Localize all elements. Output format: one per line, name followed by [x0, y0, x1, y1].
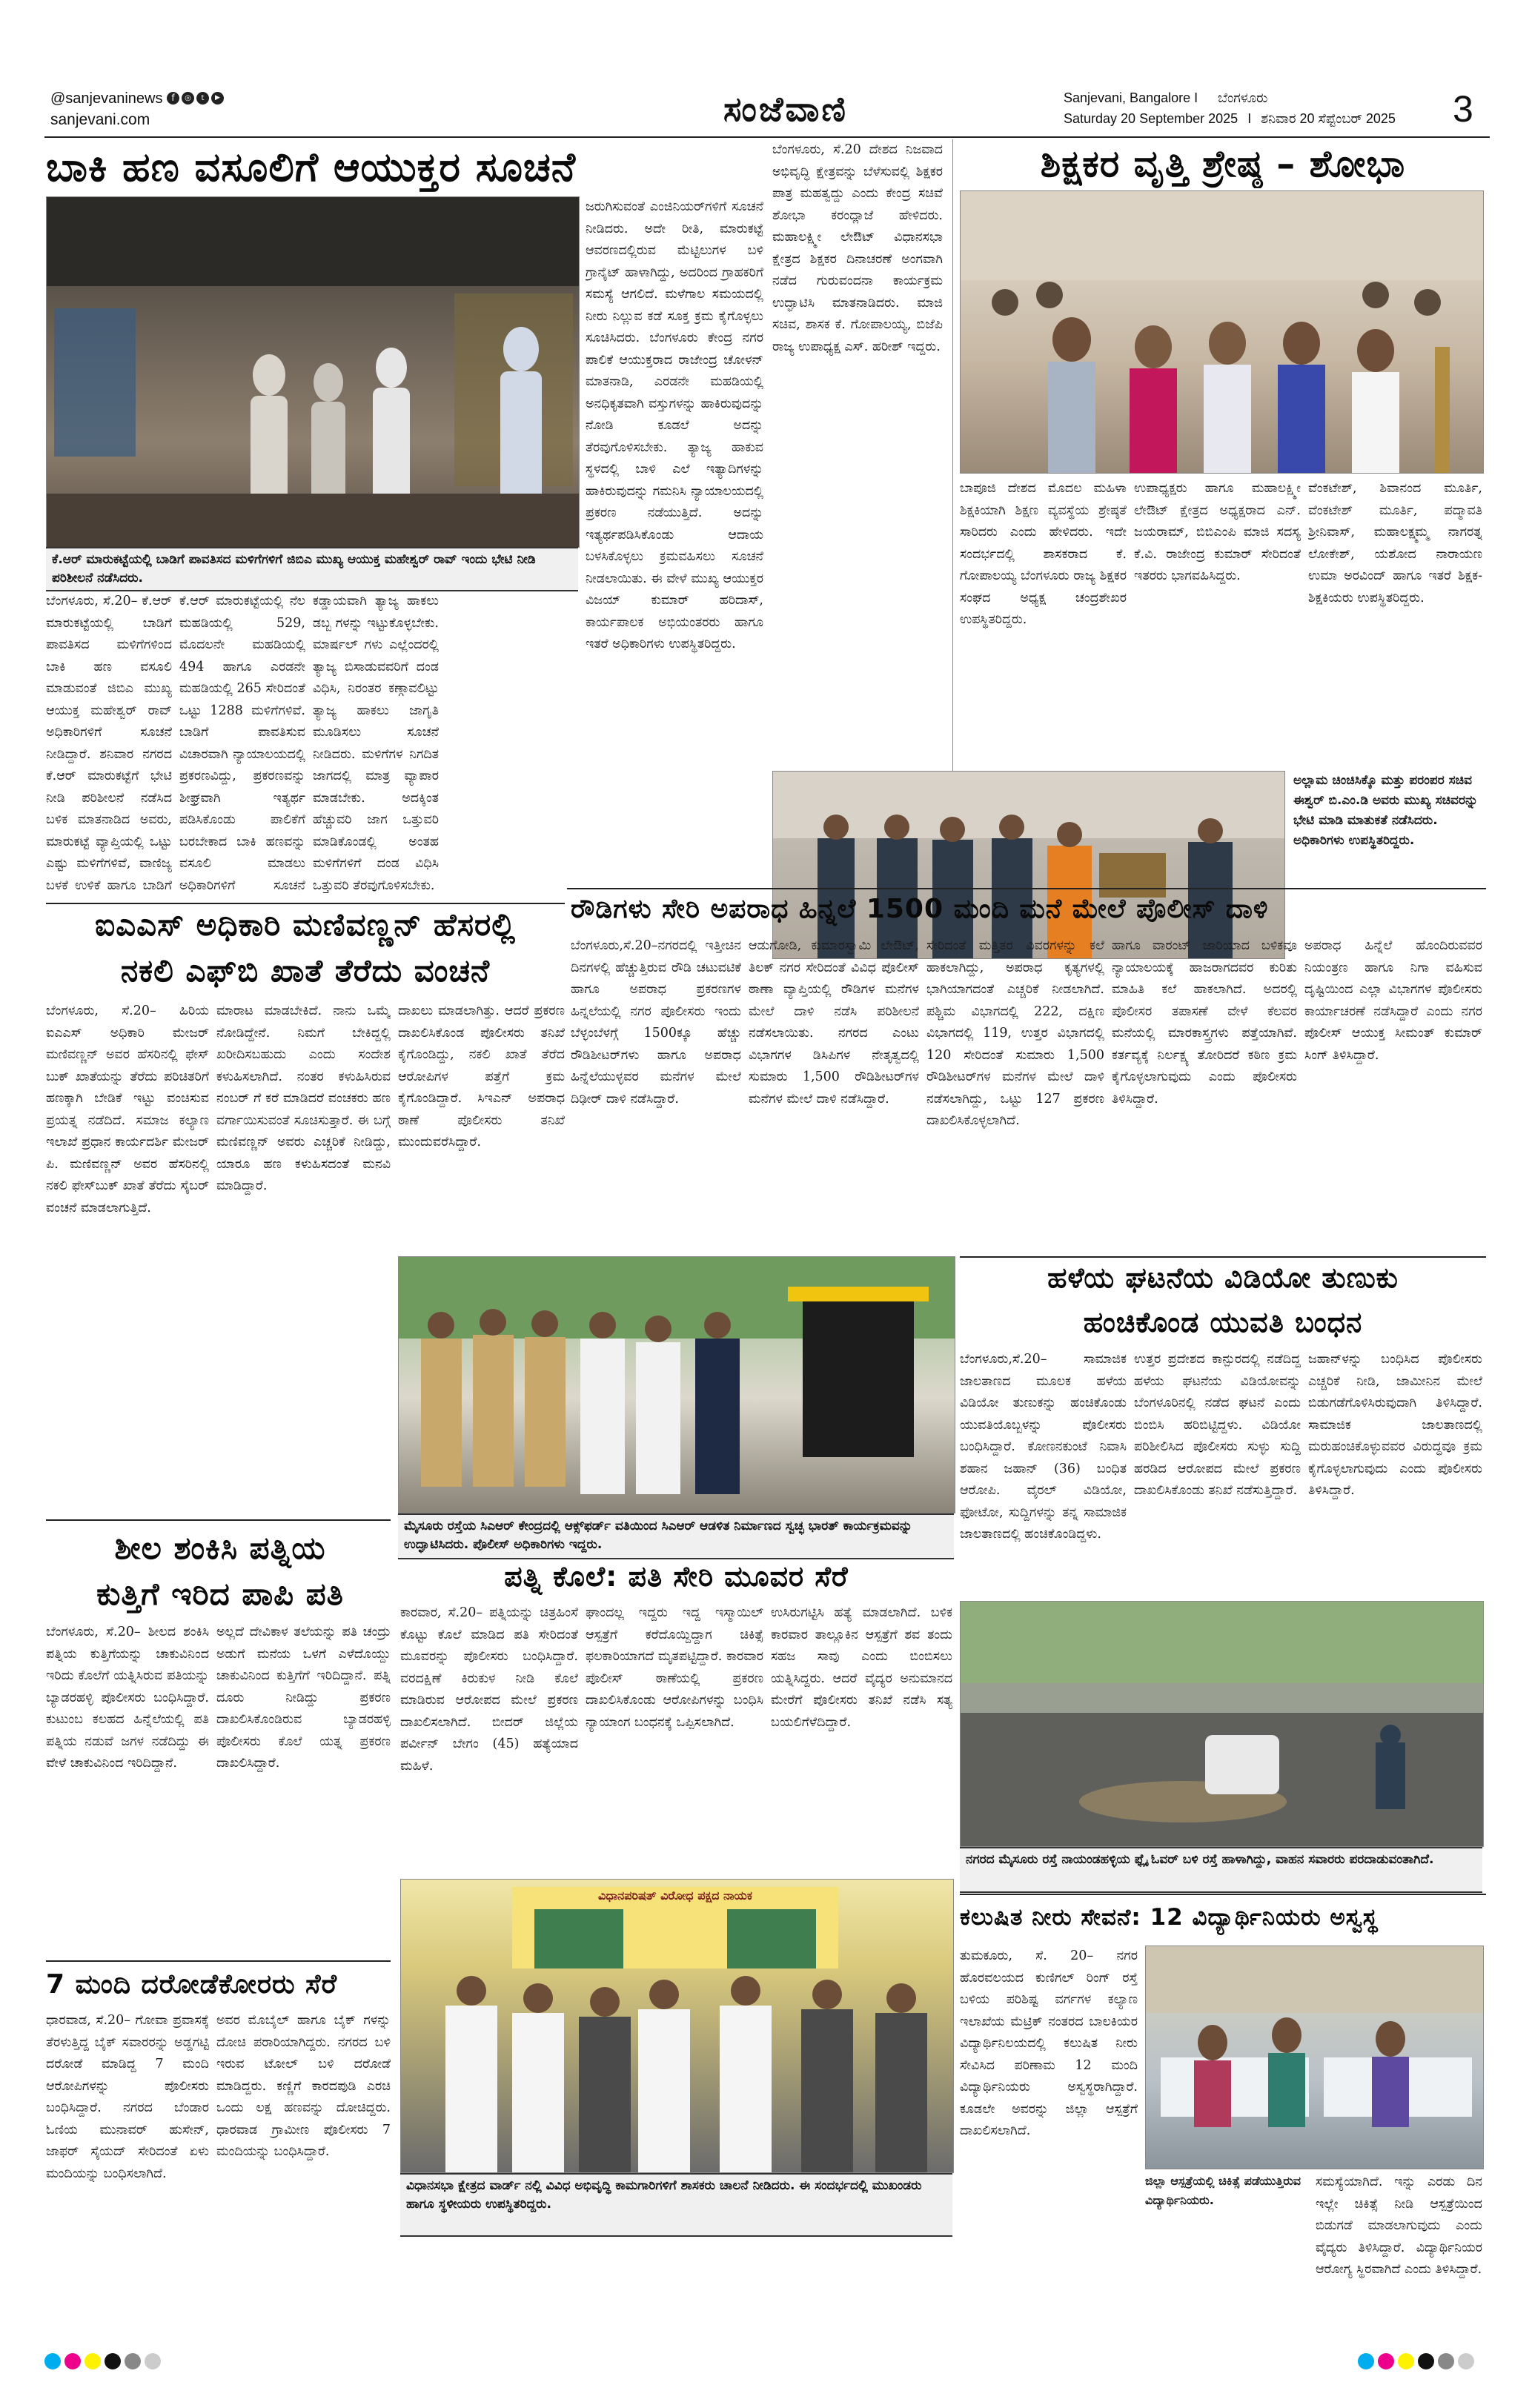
footer-colorbar-right	[1358, 2353, 1474, 2369]
divider-v1	[952, 139, 953, 880]
story5-headline-line2: ನಕಲಿ ಎಫ್‌ಬಿ ಖಾತೆ ತೆರೆದು ವಂಚನೆ	[120, 952, 491, 989]
story1-headline: ಬಾಕಿ ಹಣ ವಸೂಲಿಗೆ ಆಯುಕ್ತರ ಸೂಚನೆ	[46, 144, 576, 190]
masthead-rule	[44, 136, 1490, 138]
story4-col5: ಅಪರಾಧ ಹಿನ್ನೆಲೆ ಹೊಂದಿರುವವರ ನಿಯಂತ್ರಣ ಹಾಗೂ ನಿಗಾ ವಹಿಸುವ ದೃಷ್ಟಿಯಿಂದ ಎಲ್ಲಾ ವಿಭಾಗಗಳ ಪೊಲೀಸರು ಕಾರ್ಯಾಚರಣೆ ನಡೆಸಿದ್ದಾರೆ ಎಂದು ನಗರ ಪೊಲೀಸ್ ಆಯುಕ್ತ ಸೀಮಂತ್ ಕುಮಾರ್ ಸಿಂಗ್ ತಿಳಿಸಿದ್ದಾರೆ.	[1304, 938, 1482, 1063]
grey-swatch	[125, 2353, 141, 2369]
story7-headline: ಪತ್ನಿ ಕೊಲೆ: ಪತಿ ಸೇರಿ ಮೂವರ ಸೆರೆ	[504, 1560, 849, 1593]
story8-col2: ಉತ್ತರ ಪ್ರದೇಶದ ಕಾನ್ಪುರದಲ್ಲಿ ನಡೆದಿದ್ದ ಹಳೆಯ ಘಟನೆಯ ವಿಡಿಯೋವನ್ನು ಬೆಂಗಳೂರಿನಲ್ಲಿ ನಡೆದ ಘಟನೆ ಎಂದು ಬಿಂಬಿಸಿ ಹರಿಬಿಟ್ಟಿದ್ದಳು. ವಿಡಿಯೋ ಪರಿಶೀಲಿಸಿದ ಪೊಲೀಸರು ಸುಳ್ಳು ಸುದ್ದಿ ಹರಡಿದ ಆರೋಪದ ಮೇಲೆ ಪ್ರಕರಣ ದಾಖಲಿಸಿಕೊಂಡು ತನಿಖೆ ನಡೆಸುತ್ತಿದ್ದಾರೆ.	[1134, 1352, 1301, 1498]
yellow-swatch	[84, 2353, 101, 2369]
story1-col1: ಬೆಂಗಳೂರು, ಸೆ.20– ಕೆ.ಆರ್ ಮಾರುಕಟ್ಟೆಯಲ್ಲಿ ಬಾಡಿಗೆ ಪಾವತಿಸದ ಮಳಿಗೆಗಳಿಂದ ಬಾಕಿ ಹಣ ವಸೂಲಿ ಮಾಡುವಂತೆ ಜಿಬಿಎ ಮುಖ್ಯ ಆಯುಕ್ತ ಮಹೇಶ್ವರ್ ರಾವ್ ಅಧಿಕಾರಿಗಳಿಗೆ ಸೂಚನೆ ನೀಡಿದ್ದಾರೆ. ಶನಿವಾರ ನಗರದ ಕೆ.ಆರ್ ಮಾರುಕಟ್ಟೆಗೆ ಭೇಟಿ ನೀಡಿ ಪರಿಶೀಲನೆ ನಡೆಸಿದ ಬಳಿಕ ಮಾತನಾಡಿದ ಅವರು, ಮಾರುಕಟ್ಟೆ ವ್ಯಾಪ್ತಿಯಲ್ಲಿ ಒಟ್ಟು ಎಷ್ಟು ಮಳಿಗೆಗಳಿವೆ, ವಾಣಿಜ್ಯ ಬಳಕೆ ಉಳಿಕೆ ಹಾಗೂ ಬಾಡಿಗೆ	[46, 594, 172, 893]
meeting-photo	[772, 771, 1285, 959]
story4-col2: ಆಡುಗೋಡಿ, ಕುಮಾರಸ್ವಾಮಿ ಲೇಔಟ್, ತಿಲಕ್ ನಗರ ಸೇರಿದಂತೆ ವಿವಿಧ ಪೊಲೀಸ್ ಠಾಣಾ ವ್ಯಾಪ್ತಿಯಲ್ಲಿ ರೌಡಿಗಳ ಮನೆಗಳ ಮೇಲೆ ದಾಳಿ ನಡೆಸಿ ಪರಿಶೀಲನೆ ನಡೆಸಲಾಯಿತು. ನಗರದ ಎಂಟು ವಿಭಾಗಗಳ ಡಿಸಿಪಿಗಳ ನೇತೃತ್ವದಲ್ಲಿ ಸುಮಾರು 1,500 ರೌಡಿಶೀಟರ್‌ಗಳ ಮನೆಗಳ ಮೇಲೆ ದಾಳಿ ನಡೆಸಿದ್ದಾರೆ.	[749, 938, 919, 1107]
story11-headline: 7 ಮಂದಿ ದರೋಡೆಕೋರರು ಸೆರೆ	[46, 1969, 338, 2000]
lightgrey-swatch	[1458, 2353, 1474, 2369]
story4-col4: ಹಾಗೂ ವಾರಂಟ್ ಜಾರಿಯಾದ ಬಳಿಕವೂ ನ್ಯಾಯಾಲಯಕ್ಕೆ ಹಾಜರಾಗದವರ ಕುರಿತು ಮಾಹಿತಿ ಕಲೆ ಹಾಕಲಾಗಿದೆ. ಅದರಲ್ಲಿ ಪೊಲೀಸರ ತಪಾಸಣೆ ವೇಳೆ ಕೆಲವರ ಮನೆಯಲ್ಲಿ ಮಾರಕಾಸ್ತ್ರಗಳು ಪತ್ತೆಯಾಗಿವೆ. ಕರ್ತವ್ಯಕ್ಕೆ ನಿರ್ಲಕ್ಷ್ಯ ತೋರಿದರೆ ಕಠಿಣ ಕ್ರಮ ಕೈಗೊಳ್ಳಲಾಗುವುದು ಎಂದು ಪೊಲೀಸರು ತಿಳಿಸಿದ್ದಾರೆ.	[1112, 938, 1297, 1107]
story9-col2: ಸಮಸ್ಯೆಯಾಗಿದೆ. ಇನ್ನು ಎರಡು ದಿನ ಇಲ್ಲೇ ಚಿಕಿತ್ಸೆ ನೀಡಿ ಆಸ್ಪತ್ರೆಯಿಂದ ಬಿಡುಗಡೆ ಮಾಡಲಾಗುವುದು ಎಂದು ವೈದ್ಯರು ತಿಳಿಸಿದ್ದಾರೆ. ವಿದ್ಯಾರ್ಥಿನಿಯರ ಆರೋಗ್ಯ ಸ್ಥಿರವಾಗಿದೆ ಎಂದು ತಿಳಿಸಿದ್ದಾರೆ.	[1316, 2175, 1482, 2277]
development-photo	[400, 1879, 954, 2173]
hospital-photo-caption: ಜಿಲ್ಲಾ ಆಸ್ಪತ್ರೆಯಲ್ಲಿ ಚಿಕಿತ್ಸೆ ಪಡೆಯುತ್ತಿರುವ ವಿದ್ಯಾರ್ಥಿನಿಯರು.	[1145, 2174, 1301, 2207]
edition-kn: ಬೆಂಗಳೂರು	[1218, 90, 1268, 105]
grey-swatch	[1438, 2353, 1454, 2369]
story3-col1: ಬಾಪೂಜಿ ದೇಶದ ಮೊದಲ ಮಹಿಳಾ ಶಿಕ್ಷಕಿಯಾಗಿ ಶಿಕ್ಷಣ ವ್ಯವಸ್ಥೆಯ ಶ್ರೇಷ್ಠತೆ ಸಾರಿದರು ಎಂದು ಹೇಳಿದರು. ಇದೇ ಸಂದರ್ಭದಲ್ಲಿ ಶಾಸಕರಾದ ಕೆ. ಗೋಪಾಲಯ್ಯ ಬೆಂಗಳೂರು ರಾಜ್ಯ ಶಿಕ್ಷಕರ ಸಂಘದ ಅಧ್ಯಕ್ಷ ಚಂದ್ರಶೇಖರ ಉಪಸ್ಥಿತರಿದ್ದರು.	[960, 481, 1127, 627]
page-number: 3	[1453, 88, 1473, 130]
story3-photo	[960, 190, 1484, 474]
teachers-event-graphic	[961, 191, 1483, 473]
black-swatch	[105, 2353, 121, 2369]
story1-photo	[46, 196, 580, 548]
youtube-icon[interactable]: ▶	[211, 92, 224, 105]
divider-h4	[46, 1519, 391, 1521]
story2-col: ಬೆಂಗಳೂರು, ಸೆ.20 ದೇಶದ ನಿಜವಾದ ಅಭಿವೃದ್ಧಿ ಕ್ಷೇತ್ರವನ್ನು ಬೆಳೆಸುವಲ್ಲಿ ಶಿಕ್ಷಕರ ಪಾತ್ರ ಮಹತ್ವದ್ದು ಎಂದು ಕೇಂದ್ರ ಸಚಿವೆ ಶೋಭಾ ಕರಂದ್ಲಾಜೆ ಹೇಳಿದರು. ಮಹಾಲಕ್ಷ್ಮೀ ಲೇಔಟ್ ವಿಧಾನಸಭಾ ಕ್ಷೇತ್ರದ ಶಿಕ್ಷಕರ ದಿನಾಚರಣೆ ಅಂಗವಾಗಿ ನಡೆದ ಗುರುವಂದನಾ ಕಾರ್ಯಕ್ರಮ ಉದ್ಘಾಟಿಸಿ ಮಾತನಾಡಿದರು. ಮಾಜಿ ಸಚಿವ, ಶಾಸಕ ಕೆ. ಗೋಪಾಲಯ್ಯ, ಬಿಜೆಪಿ ರಾಜ್ಯ ಉಪಾಧ್ಯಕ್ಷ ಎಸ್. ಹರೀಶ್ ಇದ್ದರು.	[772, 142, 943, 354]
story8-col1: ಬೆಂಗಳೂರು,ಸೆ.20– ಸಾಮಾಜಿಕ ಜಾಲತಾಣದ ಮೂಲಕ ಹಳೆಯ ವಿಡಿಯೋ ತುಣುಕನ್ನು ಹಂಚಿಕೊಂಡು ಯುವತಿಯೊಬ್ಬಳನ್ನು ಪೊಲೀಸರು ಬಂಧಿಸಿದ್ದಾರೆ. ಕೋಣನಕುಂಟೆ ನಿವಾಸಿ ಶಹಾನ ಜಹಾನ್ (36) ಬಂಧಿತ ಆರೋಪಿ. ವೈರಲ್ ವಿಡಿಯೋ, ಫೋಟೋ, ಸುದ್ದಿಗಳನ್ನು ತನ್ನ ಸಾಮಾಜಿಕ ಜಾಲತಾಣದಲ್ಲಿ ಹಂಚಿಕೊಂಡಿದ್ದಳು.	[960, 1352, 1127, 1542]
story11-col1: ಧಾರವಾಡ, ಸೆ.20– ಗೋವಾ ಪ್ರವಾಸಕ್ಕೆ ತೆರಳುತ್ತಿದ್ದ ಬೈಕ್ ಸವಾರರನ್ನು ಅಡ್ಡಗಟ್ಟಿ ದರೋಡೆ ಮಾಡಿದ್ದ 7 ಮಂದಿ ಆರೋಪಿಗಳನ್ನು ಪೊಲೀಸರು ಬಂಧಿಸಿದ್ದಾರೆ. ನಗರದ ಬೆಂಡಾರ ಓಣಿಯ ಮುನಾವರ್ ಹುಸೇನ್, ಜಾಫರ್ ಸೈಯದ್ ಸೇರಿದಂತೆ ಏಳು ಮಂದಿಯನ್ನು ಬಂಧಿಸಲಾಗಿದೆ.	[46, 2013, 209, 2181]
magenta-swatch	[64, 2353, 81, 2369]
facebook-icon[interactable]: f	[167, 92, 179, 105]
story4-col3: ಸೇರಿದಂತೆ ಮತ್ತಿತರ ವಿವರಗಳನ್ನು ಕಲೆ ಹಾಕಲಾಗಿದ್ದು, ಅಪರಾಧ ಕೃತ್ಯಗಳಲ್ಲಿ ಭಾಗಿಯಾಗದಂತೆ ಎಚ್ಚರಿಕೆ ನೀಡಲಾಗಿದೆ. ಪಶ್ಚಿಮ ವಿಭಾಗದಲ್ಲಿ 222, ದಕ್ಷಿಣ ವಿಭಾಗದಲ್ಲಿ 119, ಉತ್ತರ ವಿಭಾಗದಲ್ಲಿ 120 ಸೇರಿದಂತೆ ಸುಮಾರು 1,500 ರೌಡಿಶೀಟರ್‌ಗಳ ಮನೆಗಳ ಮೇಲೆ ದಾಳಿ ನಡೆಸಲಾಗಿದ್ದು, ಒಟ್ಟು 127 ಪ್ರಕರಣ ದಾಖಲಿಸಿಕೊಳ್ಳಲಾಗಿದೆ.	[926, 938, 1104, 1128]
instagram-icon[interactable]: ◎	[182, 92, 194, 105]
story5-col2: ಮಾರಾಟ ಮಾಡಬೇಕಿದೆ. ನಾನು ಒಮ್ಮೆ ನೋಡಿದ್ದೇನೆ. ನಿಮಗೆ ಬೇಕಿದ್ದಲ್ಲಿ ಖರೀದಿಸಬಹುದು ಎಂದು ಸಂದೇಶ ಕಳುಹಿಸಲಾಗಿದೆ. ನಂತರ ಕಳುಹಿಸಿರುವ ನಂಬರ್ ಗೆ ಕರೆ ಮಾಡಿದರೆ ವಂಚಕರು ಹಣ ವರ್ಗಾಯಿಸುವಂತೆ ಸೂಚಿಸುತ್ತಾರೆ. ಈ ಬಗ್ಗೆ ಮಣಿವಣ್ಣನ್ ಅವರು ಎಚ್ಚರಿಕೆ ನೀಡಿದ್ದು, ಯಾರೂ ಹಣ ಕಳುಹಿಸದಂತೆ ಮನವಿ ಮಾಡಿದ್ದಾರೆ.	[216, 1004, 391, 1193]
story6-headline-line1: ಶೀಲ ಶಂಕಿಸಿ ಪತ್ನಿಯ	[114, 1530, 326, 1566]
lightgrey-swatch	[145, 2353, 161, 2369]
development-graphic	[401, 1880, 953, 2172]
divider-h5	[960, 1894, 1486, 1895]
police-event-photo	[398, 1256, 955, 1513]
date-separator: I	[1247, 111, 1252, 126]
police-event-graphic	[399, 1257, 955, 1513]
story9-col1: ತುಮಕೂರು, ಸೆ. 20– ನಗರ ಹೊರವಲಯದ ಕುಣಿಗಲ್ ರಿಂಗ್ ರಸ್ತೆ ಬಳಿಯ ಪರಿಶಿಷ್ಟ ವರ್ಗಗಳ ಕಲ್ಯಾಣ ಇಲಾಖೆಯ ಮೆಟ್ರಿಕ್ ನಂತರದ ಬಾಲಕಿಯರ ವಿದ್ಯಾರ್ಥಿನಿಲಯದಲ್ಲಿ ಕಲುಷಿತ ನೀರು ಸೇವಿಸಿದ ಪರಿಣಾಮ 12 ಮಂದಿ ವಿದ್ಯಾರ್ಥಿನಿಯರು ಅಸ್ವಸ್ಥರಾಗಿದ್ದಾರೆ. ಕೂಡಲೇ ಅವರನ್ನು ಜಿಲ್ಲಾ ಆಸ್ಪತ್ರೆಗೆ ದಾಖಲಿಸಲಾಗಿದೆ.	[960, 1948, 1138, 2138]
story3-col2: ಉಪಾಧ್ಯಕ್ಷರು ಹಾಗೂ ಮಹಾಲಕ್ಷ್ಮೀ ಲೇಔಟ್ ಕ್ಷೇತ್ರದ ಅಧ್ಯಕ್ಷರಾದ ಎನ್. ಜಯರಾಮ್, ಬಿಬಿಎಂಪಿ ಮಾಜಿ ಸದಸ್ಯ ಕೆ.ವಿ. ರಾಜೇಂದ್ರ ಕುಮಾರ್ ಸೇರಿದಂತೆ ಇತರರು ಭಾಗವಹಿಸಿದ್ದರು.	[1134, 481, 1301, 583]
story6-col1: ಬೆಂಗಳೂರು, ಸೆ.20– ಶೀಲದ ಶಂಕಿಸಿ ಪತ್ನಿಯ ಕುತ್ತಿಗೆಯನ್ನು ಚಾಕುವಿನಿಂದ ಇರಿದು ಕೊಲೆಗೆ ಯತ್ನಿಸಿರುವ ಪತಿಯನ್ನು ಬ್ಯಾಡರಹಳ್ಳಿ ಪೊಲೀಸರು ಬಂಧಿಸಿದ್ದಾರೆ. ಕುಟುಂಬ ಕಲಹದ ಹಿನ್ನೆಲೆಯಲ್ಲಿ ಪತಿ ಪತ್ನಿಯ ನಡುವೆ ಜಗಳ ನಡೆದಿದ್ದು ಈ ವೇಳೆ ಚಾಕುವಿನಿಂದ ಇರಿದಿದ್ದಾನೆ.	[46, 1625, 209, 1771]
story6-headline-line2: ಕುತ್ತಿಗೆ ಇರಿದ ಪಾಪಿ ಪತಿ	[96, 1576, 344, 1612]
road-photo	[960, 1601, 1484, 1847]
social-handle[interactable]: @sanjevaninews	[50, 90, 163, 107]
story6-col2: ಅಲ್ಲದೆ ದೇವಿಕಾಳ ತಲೆಯನ್ನು ಪತಿ ಚಂದ್ರು ಅಡುಗೆ ಮನೆಯ ಒಳಗೆ ಎಳೆದೊಯ್ದು ಚಾಕುವಿನಿಂದ ಕುತ್ತಿಗೆಗೆ ಇರಿದಿದ್ದಾನೆ. ಪತ್ನಿ ದೂರು ನೀಡಿದ್ದು ಪ್ರಕರಣ ದಾಖಲಿಸಿಕೊಂಡಿರುವ ಬ್ಯಾಡರಹಳ್ಳಿ ಪೊಲೀಸರು ಕೊಲೆ ಯತ್ನ ಪ್ರಕರಣ ದಾಖಲಿಸಿದ್ದಾರೆ.	[216, 1625, 391, 1771]
meeting-photo-caption: ಅಲ್ಲಾಮ ಚಿಂಚಿಸಿಕ್ಕೊ ಮತ್ತು ಪರಂಪರ ಸಚಿವ ಈಶ್ವರ್ ಬಿ.ಎಂ.ಡಿ ಅವರು ಮುಖ್ಯ ಸಚಿವರನ್ನು ಭೇಟಿ ಮಾಡಿ ಮಾತುಕತೆ ನಡೆಸಿದರು. ಅಧಿಕಾರಿಗಳು ಉಪಸ್ಥಿತರಿದ್ದರು.	[1293, 773, 1479, 848]
black-swatch	[1418, 2353, 1434, 2369]
cyan-swatch	[1358, 2353, 1374, 2369]
story8-headline-line2: ಹಂಚಿಕೊಂಡ ಯುವತಿ ಬಂಧನ	[1083, 1306, 1363, 1339]
hospital-photo	[1145, 1946, 1484, 2169]
story3-col3: ವೆಂಕಟೇಶ್, ಶಿವಾನಂದ ಮೂರ್ತಿ, ವೆಂಕಟೇಶ್ ಮೂರ್ತಿ, ಪದ್ಮಾವತಿ ಶ್ರೀನಿವಾಸ್, ಮಹಾಲಕ್ಷ್ಮಮ್ಮ ನಾಗರತ್ನ ಲೋಕೇಶ್, ಯಶೋದ ನಾರಾಯಣ ಉಮಾ ಅರವಿಂದ್ ಹಾಗೂ ಇತರೆ ಶಿಕ್ಷಕ-ಶಿಕ್ಷಕಿಯರು ಉಪಸ್ಥಿತರಿದ್ದರು.	[1308, 481, 1482, 606]
yellow-swatch	[1398, 2353, 1414, 2369]
edition-label	[1064, 90, 1267, 106]
story1-col4: ಜರುಗಿಸುವಂತೆ ಎಂಜಿನಿಯರ್‌ಗಳಿಗೆ ಸೂಚನೆ ನೀಡಿದರು. ಅದೇ ರೀತಿ, ಮಾರುಕಟ್ಟೆ ಆವರಣದಲ್ಲಿರುವ ಮೆಟ್ಟಿಲುಗಳ ಬಳಿ ಗ್ರಾನೈಟ್ ಹಾಳಾಗಿದ್ದು, ಅದರಿಂದ ಗ್ರಾಹಕರಿಗೆ ಸಮಸ್ಯೆ ಆಗಲಿದೆ. ಮಳೆಗಾಲ ಸಮಯದಲ್ಲಿ ನೀರು ನಿಲ್ಲುವ ಕಡೆ ಸೂಕ್ತ ಕ್ರಮ ಕೈಗೊಳ್ಳಲು ಸೂಚಿಸಿದರು. ಬೆಂಗಳೂರು ಕೇಂದ್ರ ನಗರ ಪಾಲಿಕೆ ಆಯುಕ್ತರಾದ ರಾಜೇಂದ್ರ ಚೋಳನ್ ಮಾತನಾಡಿ, ಎರಡನೇ ಮಹಡಿಯಲ್ಲಿ ಅನಧಿಕೃತವಾಗಿ ವಸ್ತುಗಳನ್ನು ಹಾಕಿರುವುದನ್ನು ನೋಡಿ ಕೂಡಲೆ ಅದನ್ನು ತೆರವುಗೊಳಿಸಬೇಕು. ತ್ಯಾಜ್ಯ ಹಾಕುವ ಸ್ಥಳದಲ್ಲಿ ಬಾಳಿ ಎಲೆ ಇತ್ಯಾದಿಗಳನ್ನು ಹಾಕಿರುವುದನ್ನು ಗಮನಿಸಿ ನ್ಯಾಯಾಲಯದಲ್ಲಿ ಪ್ರಕರಣ ನಡೆಯುತ್ತಿದೆ. ಅದನ್ನು ಇತ್ಯರ್ಥಪಡಿಸಿಕೊಂಡು ಆದಾಯ ಬಳಸಿಕೊಳ್ಳಲು ಕ್ರಮವಹಿಸಲು ಸೂಚನೆ ನೀಡಲಾಯಿತು. ಈ ವೇಳೆ ಮುಖ್ಯ ಆಯುಕ್ತರ ವಿಜಯ್ ಕುಮಾರ್ ಹರಿದಾಸ್, ಕಾರ್ಯಪಾಲಕ ಅಭಿಯಂತರರು ಹಾಗೂ ಇತರೆ ಅಧಿಕಾರಿಗಳು ಉಪಸ್ಥಿತರಿದ್ದರು.	[586, 199, 763, 651]
story4-col1: ಬೆಂಗಳೂರು,ಸೆ.20–ನಗರದಲ್ಲಿ ಇತ್ತೀಚಿನ ದಿನಗಳಲ್ಲಿ ಹೆಚ್ಚುತ್ತಿರುವ ರೌಡಿ ಚಟುವಟಿಕೆ ಹಾಗೂ ಅಪರಾಧ ಪ್ರಕರಣಗಳ ಹಿನ್ನಲೆಯಲ್ಲಿ ನಗರ ಪೊಲೀಸರು ಇಂದು ಬೆಳ್ಳಂಬೆಳಗ್ಗೆ 1500ಕ್ಕೂ ಹೆಚ್ಚು ರೌಡಿಶೀಟರ್‌ಗಳು ಹಾಗೂ ಅಪರಾಧ ಹಿನ್ನೆಲೆಯುಳ್ಳವರ ಮನೆಗಳ ಮೇಲೆ ದಿಢೀರ್ ದಾಳಿ ನಡೆಸಿದ್ದಾರೆ.	[571, 938, 741, 1107]
market-scene-graphic	[47, 197, 579, 547]
story8-col3: ಜಹಾನ್‌ಳನ್ನು ಬಂಧಿಸಿದ ಪೊಲೀಸರು ಎಚ್ಚರಿಕೆ ನೀಡಿ, ಜಾಮೀನಿನ ಮೇಲೆ ಬಿಡುಗಡೆಗೊಳಿಸಿರುವುದಾಗಿ ತಿಳಿಸಿದ್ದಾರೆ. ಸಾಮಾಜಿಕ ಜಾಲತಾಣದಲ್ಲಿ ಮರುಹಂಚಿಕೊಳ್ಳುವವರ ವಿರುದ್ಧವೂ ಕ್ರಮ ಕೈಗೊಳ್ಳಲಾಗುವುದು ಎಂದು ಪೊಲೀಸರು ತಿಳಿಸಿದ್ದಾರೆ.	[1308, 1352, 1482, 1498]
story11-col2: ಅವರ ಮೊಬೈಲ್ ಹಾಗೂ ಬೈಕ್ ಗಳನ್ನು ದೋಚಿ ಪರಾರಿಯಾಗಿದ್ದರು. ನಗರದ ಬಳಿ ಇರುವ ಟೋಲ್ ಬಳಿ ದರೋಡೆ ಮಾಡಿದ್ದರು. ಕಣ್ಣಿಗೆ ಕಾರದಪುಡಿ ಎರಚಿ ಒಂದು ಲಕ್ಷ ಹಣವನ್ನು ದೋಚಿದ್ದರು. ಧಾರವಾಡ ಗ್ರಾಮೀಣ ಪೊಲೀಸರು 7 ಮಂದಿಯನ್ನು ಬಂಧಿಸಿದ್ದಾರೆ.	[216, 2013, 391, 2159]
footer-colorbar-left	[44, 2353, 161, 2369]
edition-en: Sanjevani, Bangalore I	[1064, 90, 1198, 105]
story5-col3: ದಾಖಲು ಮಾಡಲಾಗಿತ್ತು. ಆದರೆ ಪ್ರಕರಣ ದಾಖಲಿಸಿಕೊಂಡ ಪೊಲೀಸರು ತನಿಖೆ ಕೈಗೊಂಡಿದ್ದು, ನಕಲಿ ಖಾತೆ ತೆರೆದ ಆರೋಪಿಗಳ ಪತ್ತೆಗೆ ಕ್ರಮ ಕೈಗೊಂಡಿದ್ದಾರೆ. ಸಿಇಎನ್ ಅಪರಾಧ ಠಾಣೆ ಪೊಲೀಸರು ತನಿಖೆ ಮುಂದುವರೆಸಿದ್ದಾರೆ.	[398, 1004, 565, 1150]
cyan-swatch	[44, 2353, 61, 2369]
story1-col2: ಕೆ.ಆರ್ ಮಾರುಕಟ್ಟೆಯಲ್ಲಿ ನೆಲ ಮಹಡಿಯಲ್ಲಿ 529, ಮೊದಲನೇ ಮಹಡಿಯಲ್ಲಿ 494 ಹಾಗೂ ಎರಡನೇ ಮಹಡಿಯಲ್ಲಿ 265 ಸೇರಿದಂತೆ ಒಟ್ಟು 1288 ಮಳಿಗೆಗಳಿವೆ. ಬಾಡಿಗೆ ಪಾವತಿಸುವ ವಿಚಾರವಾಗಿ ನ್ಯಾಯಾಲಯದಲ್ಲಿ ಪ್ರಕರಣವಿದ್ದು, ಪ್ರಕರಣವನ್ನು ಶೀಘ್ರವಾಗಿ ಇತ್ಯರ್ಥ ಪಡಿಸಿಕೊಂಡು ಪಾಲಿಕೆಗೆ ಬರಬೇಕಾದ ಬಾಕಿ ಹಣವನ್ನು ವಸೂಲಿ ಮಾಡಲು ಅಧಿಕಾರಿಗಳಿಗೆ ಸೂಚನೆ	[179, 594, 305, 893]
story7-col1: ಕಾರವಾರ, ಸೆ.20– ಪತ್ನಿಯನ್ನು ಚಿತ್ರಹಿಂಸೆ ಕೊಟ್ಟು ಕೊಲೆ ಮಾಡಿದ ಪತಿ ಸೇರಿದಂತೆ ಮೂವರನ್ನು ಪೊಲೀಸರು ಬಂಧಿಸಿದ್ದಾರೆ. ವರದಕ್ಷಿಣೆ ಕಿರುಕುಳ ನೀಡಿ ಕೊಲೆ ಮಾಡಿರುವ ಆರೋಪದ ಮೇಲೆ ಪ್ರಕರಣ ದಾಖಲಿಸಲಾಗಿದೆ. ಬೀದರ್ ಜಿಲ್ಲೆಯ ಪರ್ವೀನ್ ಬೇಗಂ (45) ಹತ್ಯೆಯಾದ ಮಹಿಳೆ.	[400, 1605, 578, 1774]
story5-col1: ಬೆಂಗಳೂರು, ಸೆ.20– ಹಿರಿಯ ಐಎಎಸ್ ಅಧಿಕಾರಿ ಮೇಜರ್ ಮಣಿವಣ್ಣನ್ ಅವರ ಹೆಸರಿನಲ್ಲಿ ಫೇಸ್ ಬುಕ್ ಖಾತೆಯನ್ನು ತೆರೆದು ಪರಿಚಿತರಿಗೆ ಹಣಕ್ಕಾಗಿ ಬೇಡಿಕೆ ಇಟ್ಟು ವಂಚಿಸುವ ಪ್ರಯತ್ನ ನಡೆದಿದೆ. ಸಮಾಜ ಕಲ್ಯಾಣ ಇಲಾಖೆ ಪ್ರಧಾನ ಕಾರ್ಯದರ್ಶಿ ಮೇಜರ್ ಪಿ. ಮಣಿವಣ್ಣನ್ ಅವರ ಹೆಸರಿನಲ್ಲಿ ನಕಲಿ ಫೇಸ್‌ಬುಕ್ ಖಾತೆ ತೆರೆದು ಸೈಬರ್ ವಂಚನೆ ಮಾಡಲಾಗುತ್ತಿದೆ.	[46, 1004, 209, 1215]
hospital-graphic	[1146, 1946, 1483, 2169]
divider-h6	[46, 1960, 391, 1962]
social-icons	[167, 92, 224, 105]
story8-headline-line1: ಹಳೆಯ ಘಟನೆಯ ವಿಡಿಯೋ ತುಣುಕು	[1047, 1261, 1399, 1294]
magenta-swatch	[1378, 2353, 1394, 2369]
meeting-graphic	[773, 772, 1284, 958]
story9-headline: ಕಲುಷಿತ ನೀರು ಸೇವನೆ: 12 ವಿದ್ಯಾರ್ಥಿನಿಯರು ಅಸ್ವಸ್ಥ	[960, 1904, 1379, 1931]
date-line	[1064, 111, 1396, 127]
website-link[interactable]: sanjevani.com	[50, 111, 150, 128]
story3-headline: ಶಿಕ್ಷಕರ ವೃತ್ತಿ ಶ್ರೇಷ್ಠ – ಶೋಭಾ	[1040, 142, 1406, 185]
story1-col3: ಕಡ್ಡಾಯವಾಗಿ ತ್ಯಾಜ್ಯ ಹಾಕಲು ಡಬ್ಬ ಗಳನ್ನು ಇಟ್ಟುಕೊಳ್ಳಬೇಕು. ಮಾರ್ಷಲ್ ಗಳು ಎಲ್ಲೆಂದರಲ್ಲಿ ತ್ಯಾಜ್ಯ ಬಿಸಾಡುವವರಿಗೆ ದಂಡ ವಿಧಿಸಿ, ನಿರಂತರ ಕಣ್ಗಾವಲಿಟ್ಟು ತ್ಯಾಜ್ಯ ಹಾಕಲು ಜಾಗೃತಿ ಮೂಡಿಸಲು ಸೂಚನೆ ನೀಡಿದರು. ಮಳಿಗೆಗಳ ನಿಗದಿತ ಜಾಗದಲ್ಲಿ ಮಾತ್ರ ವ್ಯಾಪಾರ ಮಾಡಬೇಕು. ಅದಕ್ಕಿಂತ ಹೆಚ್ಚುವರಿ ಜಾಗ ಒತ್ತುವರಿ ಮಾಡಿಕೊಂಡಲ್ಲಿ ಅಂತಹ ಮಳಿಗೆಗಳಿಗೆ ದಂಡ ವಿಧಿಸಿ ಒತ್ತುವರಿ ತೆರವುಗೊಳಿಸಬೇಕು.	[313, 594, 439, 893]
road-photo-caption: ನಗರದ ಮೈಸೂರು ರಸ್ತೆ ನಾಯಂಡಹಳ್ಳಿಯ ಫ್ಲೈ ಓವರ್ ಬಳಿ ರಸ್ತೆ ಹಾಳಾಗಿದ್ದು, ವಾಹನ ಸವಾರರು ಪರದಾಡುವಂತಾಗಿದೆ.	[960, 1847, 1482, 1893]
masthead	[44, 87, 1490, 138]
story1-photo-caption: ಕೆ.ಆರ್ ಮಾರುಕಟ್ಟೆಯಲ್ಲಿ ಬಾಡಿಗೆ ಪಾವತಿಸದ ಮಳಿಗೆಗಳಿಗೆ ಜಿಬಿಎ ಮುಖ್ಯ ಆಯುಕ್ತ ಮಹೇಶ್ವರ್ ರಾವ್ ಇಂದು ಭೇಟಿ ನೀಡಿ ಪರಿಶೀಲನೆ ನಡೆಸಿದರು.	[46, 547, 578, 591]
date-kn: ಶನಿವಾರ 20 ಸೆಪ್ಟೆಂಬರ್ 2025	[1261, 111, 1396, 126]
road-graphic	[961, 1602, 1483, 1846]
police-event-caption: ಮೈಸೂರು ರಸ್ತೆಯ ಸಿಎಆರ್ ಕೇಂದ್ರದಲ್ಲಿ ಆಕ್ಸ್‌ಫರ್ಡ್ ವತಿಯಿಂದ ಸಿಎಆರ್ ಆಡಳಿತ ನಿರ್ಮಾಣದ ಸ್ವಚ್ಛ ಭಾರತ್ ಕಾರ್ಯಕ್ರಮವನ್ನು ಉದ್ಘಾಟಿಸಿದರು. ಪೊಲೀಸ್ ಅಧಿಕಾರಿಗಳು ಇದ್ದರು.	[398, 1513, 954, 1559]
date-en: Saturday 20 September 2025	[1064, 111, 1238, 126]
story5-headline-line1: ಐಎಎಸ್ ಅಧಿಕಾರಿ ಮಣಿವಣ್ಣನ್ ಹೆಸರಲ್ಲಿ	[95, 906, 516, 943]
story7-col3: ಉಸಿರುಗಟ್ಟಿಸಿ ಹತ್ಯೆ ಮಾಡಲಾಗಿದೆ. ಬಳಿಕ ಕಾರವಾರ ತಾಲ್ಲೂಕಿನ ಆಸ್ಪತ್ರೆಗೆ ಶವ ತಂದು ಸಹಜ ಸಾವು ಎಂದು ಬಿಂಬಿಸಲು ಯತ್ನಿಸಿದ್ದರು. ಆದರೆ ವೈದ್ಯರ ಅನುಮಾನದ ಮೇರೆಗೆ ಪೊಲೀಸರು ತನಿಖೆ ನಡೆಸಿ ಸತ್ಯ ಬಯಲಿಗೆಳೆದಿದ್ದಾರೆ.	[771, 1605, 952, 1730]
development-caption: ವಿಧಾನಸಭಾ ಕ್ಷೇತ್ರದ ವಾರ್ಡ್ ನಲ್ಲಿ ವಿವಿಧ ಅಭಿವೃದ್ಧಿ ಕಾಮಗಾರಿಗಳಿಗೆ ಶಾಸಕರು ಚಾಲನೆ ನೀಡಿದರು. ಈ ಸಂದರ್ಭದಲ್ಲಿ ಮುಖಂಡರು ಹಾಗೂ ಸ್ಥಳೀಯರು ಉಪಸ್ಥಿತರಿದ್ದರು.	[400, 2173, 952, 2237]
newspaper-logo: ಸಂಜೆವಾಣಿ	[723, 89, 848, 129]
development-banner-text: ವಿಧಾನಪರಿಷತ್ ವಿರೋಧ ಪಕ್ಷದ ನಾಯಕ	[598, 1888, 752, 1903]
story7-col2: ಘಾಂದಲ್ಲ ಇದ್ದರು ಇದ್ದ ಇಸ್ಮಾಯಿಲ್ ಆಸ್ಪತ್ರೆಗೆ ಕರೆದೊಯ್ದಿದ್ದಾಗ ಚಿಕಿತ್ಸೆ ಫಲಕಾರಿಯಾಗದೆ ಮೃತಪಟ್ಟಿದ್ದಾರೆ. ಕಾರವಾರ ಪೊಲೀಸ್ ಠಾಣೆಯಲ್ಲಿ ಪ್ರಕರಣ ದಾಖಲಿಸಿಕೊಂಡು ಆರೋಪಿಗಳನ್ನು ಬಂಧಿಸಿ ನ್ಯಾಯಾಂಗ ಬಂಧನಕ್ಕೆ ಒಪ್ಪಿಸಲಾಗಿದೆ.	[586, 1605, 763, 1730]
story4-headline: ರೌಡಿಗಳು ಸೇರಿ ಅಪರಾಧ ಹಿನ್ನಲೆ 1500 ಮಂದಿ ಮನೆ ಮೇಲೆ ಪೊಲೀಸ್ ದಾಳಿ	[571, 894, 1269, 924]
twitter-icon[interactable]: t	[196, 92, 209, 105]
